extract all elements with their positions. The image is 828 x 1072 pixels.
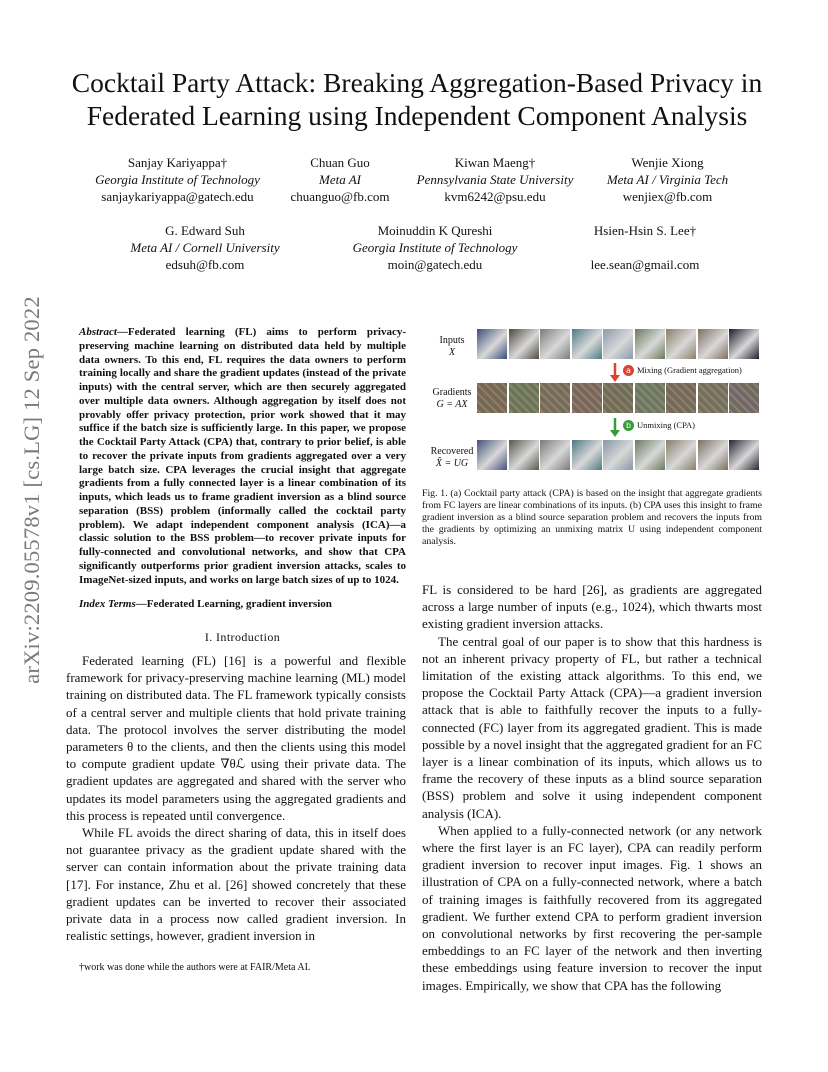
author-email: moin@gatech.edu	[387, 257, 483, 272]
image-tile	[540, 440, 570, 470]
abstract-lead: Abstract	[79, 326, 117, 338]
image-tile	[572, 329, 602, 359]
image-tile	[698, 329, 728, 359]
unmixing-label	[623, 420, 695, 431]
author-email: lee.sean@gmail.com	[590, 257, 700, 272]
author-name: Chuan Guo	[310, 155, 370, 170]
author-name: Kiwan Maeng†	[454, 155, 536, 170]
mixing-arrow-icon	[609, 363, 621, 383]
author-name: Moinuddin K Qureshi	[377, 223, 493, 238]
arxiv-identifier-text: arXiv:2209.05578v1 [cs.LG] 12 Sep 2022	[19, 296, 44, 684]
image-tile	[635, 383, 665, 413]
author-email: chuanguo@fb.com	[290, 189, 390, 204]
mixing-text: Mixing (Gradient aggregation)	[637, 365, 742, 375]
image-tile	[572, 383, 602, 413]
image-tile	[666, 329, 696, 359]
row-label-title: Recovered	[430, 446, 474, 457]
author-affiliation: Georgia Institute of Technology	[352, 240, 518, 255]
image-tile	[477, 383, 507, 413]
row-label-formula: X̂ = UG	[435, 458, 469, 469]
abstract	[79, 326, 406, 587]
image-tile	[572, 440, 602, 470]
section-heading: I. Introduction	[204, 630, 281, 644]
image-tile	[603, 440, 633, 470]
image-tile	[635, 329, 665, 359]
row-label-title: Inputs	[439, 335, 465, 346]
image-tile	[509, 440, 539, 470]
author-email: sanjaykariyappa@gatech.edu	[101, 189, 254, 204]
abstract-text: —Federated learning (FL) aims to perform privacy-preserving machine learning on distributed data held by multiple data owners. To this end, FL requires the data owners to perform training locally and share the gradient updates (instead of the private inputs) with the central server, which are then securely aggregated over multiple data owners. Although aggregation by itself does not provably offer privacy protection, prior work showed that it may suffice if the batch size is sufficiently large. In this paper, we propose the Cocktail Party Attack (CPA) that, contrary to prior belief, is able to recover the private inputs from gradients aggregated over a very large batch size. CPA leverages the crucial insight that aggregate gradients from a fully connected layer is a linear combination of its inputs, which leads us to frame gradient inversion as a blind source separation (BSS) problem (informally called the cocktail party problem). We adapt independent component analysis (ICA)—a classic solution to the BSS problem—to recover private inputs for fully-connected and convolutional networks, and show that CPA significantly outperforms prior gradient inversion attacks, scales to ImageNet-sized inputs, and works on large batch sizes of up to 1024.	[79, 326, 406, 586]
row-label-gradients	[422, 387, 482, 411]
image-tile	[698, 383, 728, 413]
image-tile	[729, 329, 759, 359]
author-block	[330, 222, 540, 273]
author-block	[565, 222, 725, 273]
image-tile	[603, 383, 633, 413]
author-name: Hsien-Hsin S. Lee†	[593, 223, 697, 238]
author-name: G. Edward Suh	[165, 223, 245, 238]
paragraph: While FL avoids the direct sharing of data, this in itself does not guarantee privacy as the gradient update shared with the server can contain information about the private training data [17]. For instance, Zhu et al. [26] showed concretely that these gradient updates can be inverted to recover their associated private data in a process now called gradient inversion. In realistic settings, however, gradient inversion in	[66, 825, 406, 944]
index-terms-text: —Federated Learning, gradient inversion	[135, 598, 332, 610]
image-tile	[666, 440, 696, 470]
index-terms	[79, 598, 406, 610]
paragraph: When applied to a fully-connected network (or any network where the first layer is an FC layer), CPA can readily perform gradient inversion to recover input images. Fig. 1 shows an illustration of CPA on a fully-connected network, where a batch of training images is faithfully recovered from its aggregated gradient. We further extend CPA to perform gradient inversion on convolutional networks by first recovering the per-sample embeddings to an FC layer of the network and then inverting these embeddings using feature inversion to recover the input images. Empirically, we show that CPA has the following	[422, 822, 762, 993]
author-affiliation: Meta AI / Virginia Tech	[606, 172, 729, 187]
image-tile	[477, 440, 507, 470]
author-block	[585, 154, 750, 205]
author-name: Sanjay Kariyappa†	[127, 155, 228, 170]
author-block	[405, 154, 585, 205]
author-name: Wenjie Xiong	[631, 155, 704, 170]
image-tile	[729, 440, 759, 470]
author-affiliation: Georgia Institute of Technology	[95, 172, 260, 187]
row-label-inputs	[422, 335, 482, 359]
paper-title: Cocktail Party Attack: Breaking Aggregation-Based Privacy in Federated Learning using Independent Component Analysis	[71, 67, 763, 131]
badge-b: b	[623, 420, 634, 431]
image-tile	[540, 383, 570, 413]
row-label-formula: X	[448, 347, 456, 358]
paragraph: FL is considered to be hard [26], as gradients are aggregated across a large number of inputs (e.g., 1024), which thwarts most existing gradient inversion attacks.	[422, 582, 762, 632]
figure-1	[422, 318, 762, 480]
index-terms-lead: Index Terms	[79, 598, 136, 610]
image-tile	[603, 329, 633, 359]
mixing-label	[623, 365, 742, 376]
author-email: wenjiex@fb.com	[622, 189, 713, 204]
image-tile	[477, 329, 507, 359]
right-column-body	[422, 581, 762, 994]
unmixing-arrow-icon	[609, 418, 621, 438]
image-tile	[509, 383, 539, 413]
author-affiliation: Pennsylvania State University	[416, 172, 574, 187]
author-email: kvm6242@psu.edu	[444, 189, 546, 204]
image-tile	[540, 329, 570, 359]
left-column-body	[66, 652, 406, 944]
image-tile	[666, 383, 696, 413]
author-affiliation: Meta AI / Cornell University	[130, 240, 280, 255]
author-block	[275, 154, 405, 205]
author-affiliation: Meta AI	[319, 172, 361, 187]
footnote: †work was done while the authors were at FAIR/Meta AI.	[79, 962, 311, 973]
author-block	[80, 154, 275, 205]
paragraph: Federated learning (FL) [16] is a powerful and flexible framework for privacy-preserving machine learning (ML) model training on distributed data. The FL framework typically consists of a central server and multiple clients that hold private training data. The protocol involves the server distributing the model parameters θ to the clients, and then the clients using this model to compute gradient update ∇θℒ using their private data. The gradient updates are aggregated and shared with the server who updates its model parameters using the aggregated gradients and this process is repeated until convergence.	[66, 653, 406, 823]
image-tile	[729, 383, 759, 413]
image-tile	[509, 329, 539, 359]
row-label-formula: G = AX	[436, 399, 468, 410]
author-email: edsuh@fb.com	[165, 257, 245, 272]
badge-a: a	[623, 365, 634, 376]
row-label-title: Gradients	[432, 387, 472, 398]
paragraph: The central goal of our paper is to show that this hardness is not an inherent privacy property of FL, but rather a technical limitation of the existing attack algorithms. To this end, we propose the Cocktail Party Attack (CPA)—a gradient inversion attack that is able to faithfully recover the inputs to a fully-connected (FC) layer from its aggregated gradient. This is made possible by a novel insight that the aggregated gradient for an FC layer is a linear combination of its inputs, which allows us to frame the recovery of these inputs as a blind source separation (BSS) problem and solve it using independent component analysis (ICA).	[422, 633, 762, 821]
arxiv-identifier	[12, 290, 52, 690]
author-block	[105, 222, 305, 273]
image-tile	[698, 440, 728, 470]
image-tile	[635, 440, 665, 470]
row-label-recovered	[422, 446, 482, 470]
unmixing-text: Unmixing (CPA)	[637, 420, 696, 430]
figure-caption: Fig. 1. (a) Cocktail party attack (CPA) is based on the insight that aggregate gradients from FC layers are linear combinations of its inputs. (b) CPA uses this insight to frame gradient inversion as a blind source separation problem and recovers the inputs from the gradients by optimizing an unmixing matrix U using independent component analysis.	[422, 488, 762, 547]
